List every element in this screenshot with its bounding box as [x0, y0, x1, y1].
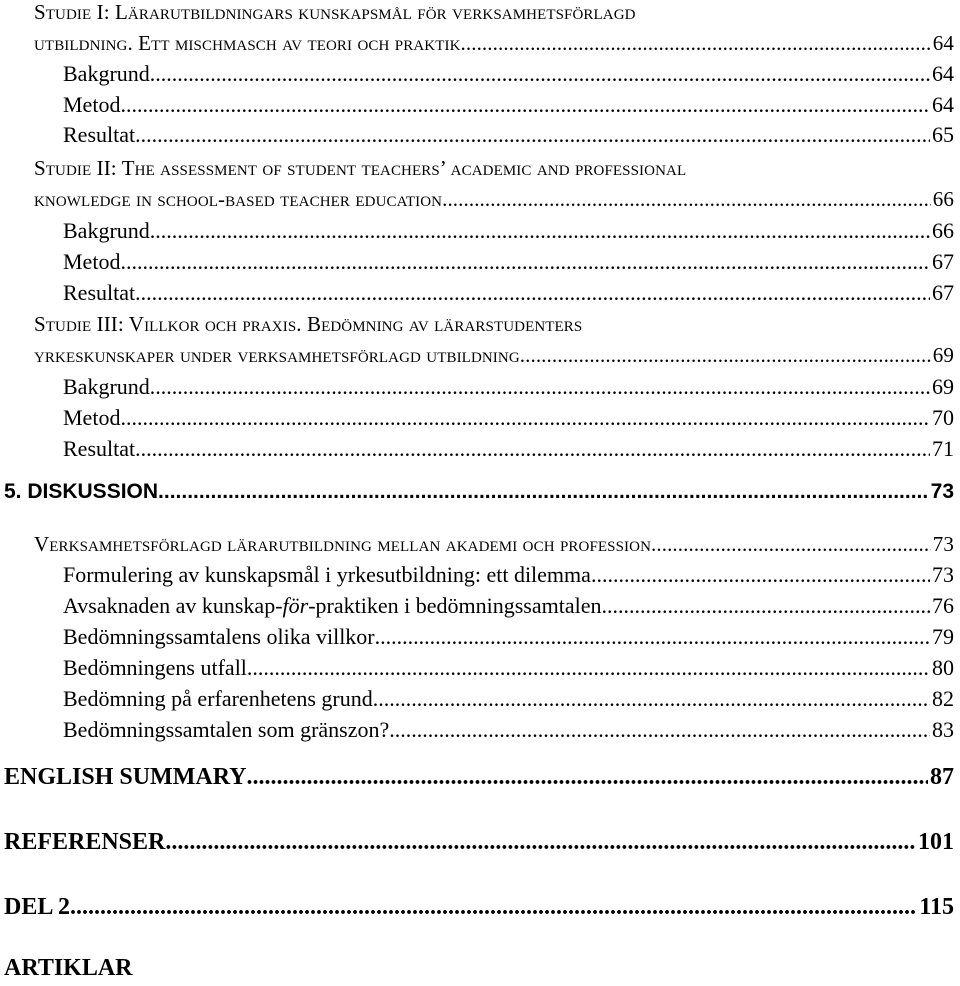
toc-page-number: 65 — [932, 122, 954, 147]
toc-entry-title: ENGLISH SUMMARY — [4, 764, 247, 790]
toc-entry-studie-2[interactable] — [34, 187, 954, 212]
toc-page-number: 76 — [932, 593, 954, 618]
toc-page-number: 71 — [932, 436, 954, 461]
toc-entry-english-summary[interactable] — [4, 764, 954, 791]
toc-entry-title: Bakgrund — [63, 218, 150, 243]
toc-entry-title: Bedömningssamtalen som gränszon? — [63, 717, 390, 742]
toc-leader-dots — [135, 436, 930, 462]
toc-entry-bakgrund[interactable] — [63, 374, 954, 400]
toc-page-number: 64 — [932, 31, 954, 55]
toc-page-number: 67 — [932, 249, 954, 274]
toc-entry-del-2[interactable] — [4, 894, 954, 921]
toc-entry-title: Bedömningssamtalens olika villkor — [63, 624, 375, 649]
toc-leader-dots — [158, 480, 929, 504]
toc-entry-title: knowledge in school-based teacher education — [34, 187, 443, 211]
toc-entry-diskussion[interactable] — [4, 480, 954, 504]
toc-entry-erfarenhet[interactable] — [63, 686, 954, 712]
toc-entry-title: 5. DISKUSSION — [4, 480, 159, 503]
toc-entry-verksamhetsforlagd[interactable] — [34, 532, 954, 557]
toc-entry-title: Formulering av kunskapsmål i yrkesutbildning: ett dilemma — [63, 562, 591, 587]
toc-leader-dots — [165, 829, 916, 856]
toc-page-number: 73 — [930, 480, 954, 503]
toc-leader-dots — [389, 717, 930, 743]
toc-leader-dots — [135, 280, 930, 306]
toc-entry-granszon[interactable] — [63, 717, 954, 743]
toc-leader-dots — [375, 624, 930, 650]
toc-page-number: 79 — [932, 624, 954, 649]
toc-entry-title: Studie III: Villkor och praxis. Bedömning av lärarstudenters — [34, 312, 583, 336]
toc-entry-resultat[interactable] — [63, 122, 954, 148]
toc-leader-dots — [120, 405, 930, 431]
toc-page-number: 67 — [932, 280, 954, 305]
toc-entry-title: yrkeskunskaper under verksamhetsförlagd utbildning — [34, 343, 520, 367]
toc-entry-title: REFERENSER — [4, 829, 166, 855]
toc-leader-dots — [70, 894, 917, 921]
toc-page-number: 66 — [932, 218, 954, 243]
toc-entry-metod[interactable] — [63, 249, 954, 275]
toc-leader-dots — [373, 686, 930, 712]
toc-leader-dots — [247, 655, 930, 681]
toc-entry-title: Studie II: The assessment of student teachers’ academic and professional — [34, 156, 687, 180]
toc-entry-formulering[interactable] — [63, 562, 954, 588]
toc-leader-dots — [150, 61, 930, 87]
toc-leader-dots — [461, 31, 931, 56]
toc-entry-title: Bedömning på erfarenhetens grund — [63, 686, 373, 711]
toc-entry-title: Avsaknaden av kunskap-för-praktiken i bedömningssamtalen — [63, 593, 602, 618]
toc-entry-artiklar[interactable] — [4, 955, 954, 982]
toc-entry-title: Resultat — [63, 436, 136, 461]
toc-leader-dots — [120, 249, 930, 275]
toc-entry-title: Metod — [63, 405, 121, 430]
toc-page-number: 64 — [932, 92, 954, 117]
toc-entry-title: Bedömningens utfall — [63, 655, 247, 680]
toc-entry-title: Verksamhetsförlagd lärarutbildning mellan akademi och profession — [34, 532, 652, 556]
toc-leader-dots — [150, 374, 930, 400]
toc-leader-dots — [601, 593, 930, 619]
toc-entry-referenser[interactable] — [4, 829, 954, 856]
toc-entry-studie-2-line1[interactable] — [34, 156, 954, 181]
toc-page-number: 82 — [932, 686, 954, 711]
toc-leader-dots — [651, 532, 931, 557]
toc-page-number: 83 — [932, 717, 954, 742]
toc-entry-title: Bakgrund — [63, 374, 150, 399]
toc-entry-title: Resultat — [63, 280, 136, 305]
toc-entry-bakgrund[interactable] — [63, 218, 954, 244]
toc-entry-studie-1-line1[interactable] — [34, 0, 954, 25]
toc-page-number: 115 — [919, 894, 954, 920]
toc-page-number: 70 — [932, 405, 954, 430]
toc-page-number: 64 — [932, 61, 954, 86]
toc-entry-title: Bakgrund — [63, 61, 150, 86]
toc-page-number: 73 — [932, 562, 954, 587]
toc-entry-metod[interactable] — [63, 405, 954, 431]
toc-entry-title: DEL 2 — [4, 894, 71, 920]
toc-leader-dots — [150, 218, 930, 244]
toc-entry-villkor[interactable] — [63, 624, 954, 650]
toc-entry-studie-3-line1[interactable] — [34, 312, 954, 337]
toc-page-number: 66 — [932, 187, 954, 211]
toc-leader-dots — [520, 343, 931, 368]
toc-entry-title: ARTIKLAR — [4, 955, 133, 981]
toc-entry-title: utbildning. Ett mischmasch av teori och praktik — [34, 31, 461, 55]
toc-leader-dots — [247, 764, 928, 791]
toc-entry-studie-3[interactable] — [34, 343, 954, 368]
toc-entry-studie-1[interactable] — [34, 31, 954, 56]
toc-entry-metod[interactable] — [63, 92, 954, 118]
toc-page-number: 87 — [930, 764, 954, 790]
toc-entry-title: Metod — [63, 249, 121, 274]
toc-entry-title: Studie I: Lärarutbildningars kunskapsmål för verksamhetsförlagd — [34, 0, 636, 24]
toc-page-number: 101 — [918, 829, 954, 855]
toc-page-number: 73 — [932, 532, 954, 556]
toc-leader-dots — [120, 92, 930, 118]
toc-entry-resultat[interactable] — [63, 280, 954, 306]
toc-entry-avsaknaden[interactable] — [63, 593, 954, 619]
toc-entry-utfall[interactable] — [63, 655, 954, 681]
toc-leader-dots — [442, 187, 931, 212]
toc-entry-bakgrund[interactable] — [63, 61, 954, 87]
toc-page-number: 69 — [932, 343, 954, 367]
toc-leader-dots — [135, 122, 930, 148]
toc-entry-title: Metod — [63, 92, 121, 117]
toc-page-number: 80 — [932, 655, 954, 680]
toc-page-number: 69 — [932, 374, 954, 399]
toc-entry-title: Resultat — [63, 122, 136, 147]
toc-entry-resultat[interactable] — [63, 436, 954, 462]
toc-leader-dots — [591, 562, 930, 588]
